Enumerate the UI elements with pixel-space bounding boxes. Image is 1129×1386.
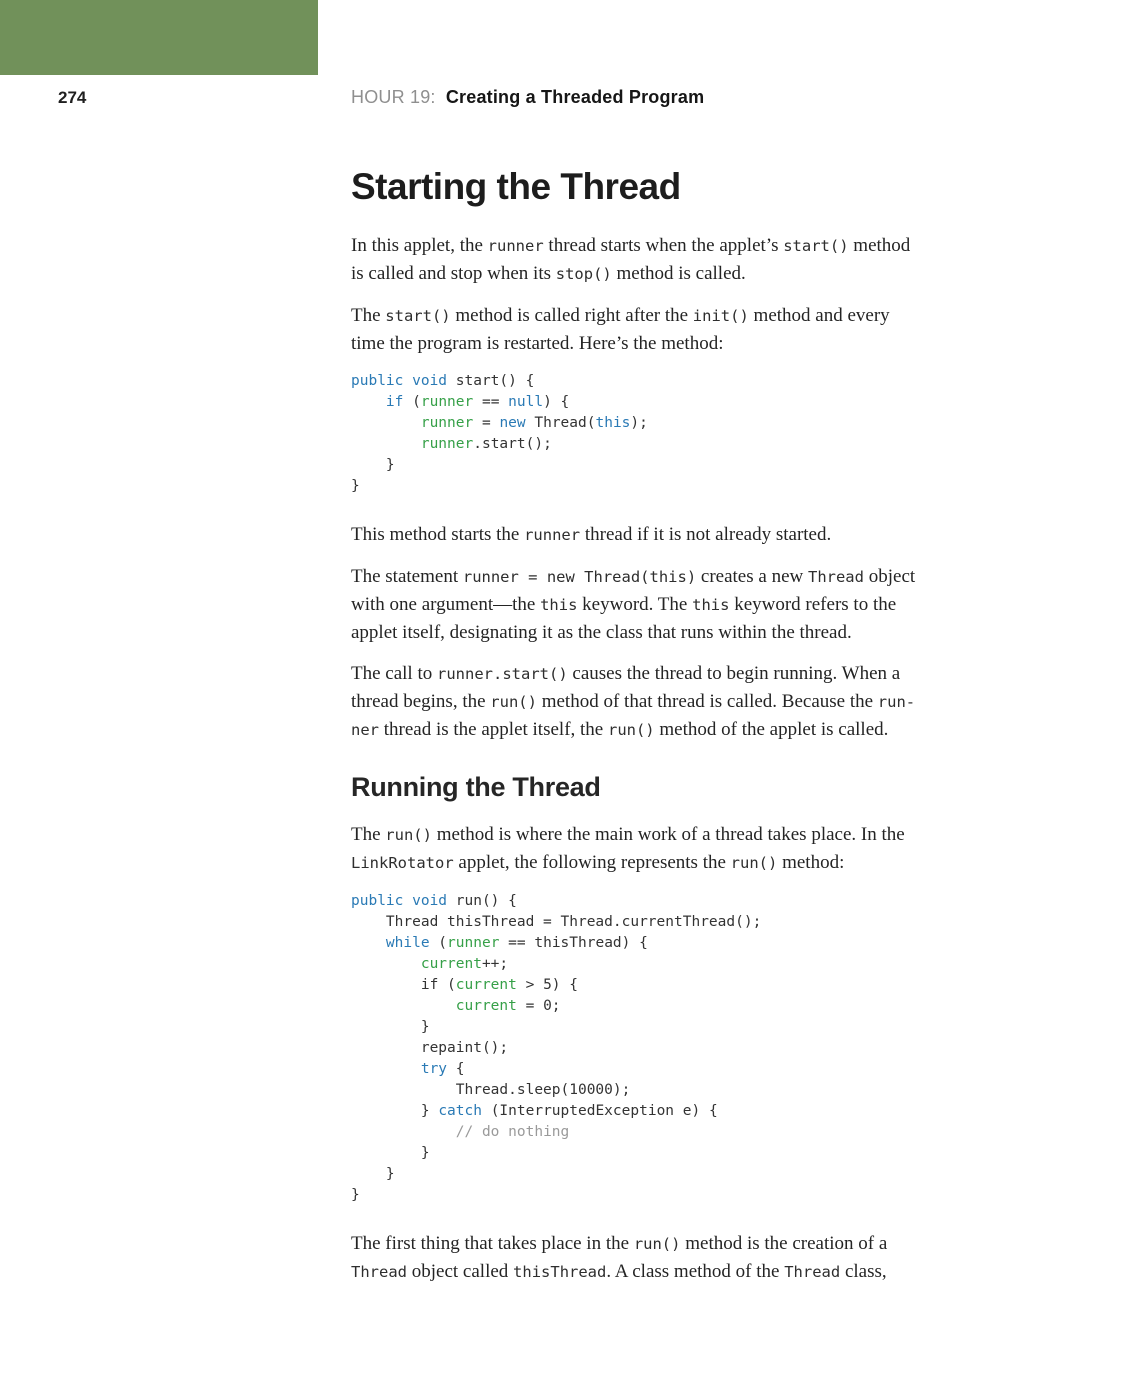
code-token: new (499, 415, 526, 431)
code-token: } (351, 1019, 430, 1035)
code-token: } (351, 478, 360, 494)
paragraph (351, 302, 1011, 357)
body-text: applet itself, designating it as the class that runs within the thread. (351, 622, 852, 643)
paragraph (351, 660, 1011, 744)
body-text: thread is the applet itself, the (379, 719, 608, 740)
body-text: method: (777, 852, 845, 873)
code-token: = 0; (516, 998, 561, 1014)
inline-code: run() (730, 854, 778, 872)
code-token: Thread( (525, 415, 596, 431)
hour-label: HOUR 19: (351, 87, 436, 107)
body-text: object called (407, 1261, 514, 1282)
inline-code: thisThread (513, 1263, 607, 1281)
body-text: thread starts when the applet’s (543, 235, 784, 256)
code-token: (InterruptedException e) { (481, 1103, 718, 1119)
chapter-banner (0, 0, 318, 75)
code-token: start() { (447, 373, 535, 389)
code-token: public void (351, 373, 448, 389)
code-token: null (508, 394, 544, 410)
code-token: } (351, 457, 395, 473)
code-block (351, 371, 1011, 497)
body-text: class, (840, 1261, 887, 1282)
code-token: == (473, 394, 509, 410)
inline-code: LinkRotator (351, 854, 454, 872)
body-text: method (848, 235, 911, 256)
body-text: method is called right after the (450, 305, 693, 326)
inline-code: runner (524, 526, 581, 544)
code-token: } (351, 1145, 430, 1161)
inline-code: run() (607, 721, 655, 739)
body-text: time the program is restarted. Here’s the method: (351, 333, 724, 354)
body-text: keyword. The (577, 594, 693, 615)
body-text: method is where the main work of a thread takes place. In the (431, 824, 905, 845)
code-token: ++; (481, 956, 509, 972)
code-token: runner (420, 436, 474, 452)
inline-code: this (692, 596, 730, 614)
code-block (351, 891, 1011, 1206)
code-token: public void (351, 893, 448, 909)
paragraph (351, 232, 1011, 288)
code-token: ( (403, 394, 421, 410)
code-token: run() { (447, 893, 517, 909)
body-text: The first thing that takes place in the (351, 1233, 634, 1254)
code-token: current (420, 956, 482, 972)
paragraph (351, 1230, 1011, 1286)
inline-code: init() (692, 307, 749, 325)
code-token: // do nothing (455, 1124, 570, 1140)
code-token (351, 935, 386, 951)
page-number: 274 (58, 88, 87, 107)
code-token: this (595, 415, 631, 431)
body-text: with one argument—the (351, 594, 541, 615)
body-text: The call to (351, 663, 437, 684)
paragraph (351, 563, 1011, 646)
code-token (351, 394, 386, 410)
inline-code: stop() (555, 265, 612, 283)
inline-code: run() (633, 1235, 681, 1253)
code-token: current (455, 977, 517, 993)
code-token: { (447, 1061, 465, 1077)
code-token: catch (438, 1103, 482, 1119)
body-text: applet, the following represents the (453, 852, 731, 873)
body-text: method of that thread is called. Because the (536, 691, 878, 712)
code-token: runner (420, 415, 474, 431)
code-token (351, 1061, 421, 1077)
code-token: if (385, 394, 404, 410)
body-text: The (351, 824, 386, 845)
body-text: . A class method of the (606, 1261, 785, 1282)
body-text: keyword refers to the (729, 594, 897, 615)
inline-code: runner.start() (437, 665, 568, 683)
body-text: This method starts the (351, 524, 525, 545)
inline-code: this (540, 596, 578, 614)
code-token: runner (447, 935, 500, 951)
section-heading: Starting the Thread (351, 166, 681, 207)
code-token: if ( (351, 977, 456, 993)
code-token (351, 1124, 456, 1140)
body-text: method is the creation of a (680, 1233, 888, 1254)
body-text: is called and stop when its (351, 263, 556, 284)
code-token: while (385, 935, 430, 951)
inline-code: start() (385, 307, 451, 325)
code-token: } (351, 1103, 439, 1119)
code-token (351, 998, 456, 1014)
code-token: Thread.sleep(10000); (351, 1082, 631, 1098)
body-text: The (351, 305, 386, 326)
inline-code: ner (351, 721, 379, 739)
code-token: Thread thisThread = Thread.currentThread(); (351, 914, 762, 930)
running-head (351, 87, 704, 108)
body-text: creates a new (696, 566, 808, 587)
code-token: == thisThread) { (499, 935, 648, 951)
body-text: thread begins, the (351, 691, 491, 712)
code-token (351, 415, 421, 431)
body-text: In this applet, the (351, 235, 488, 256)
subsection-heading: Running the Thread (351, 772, 601, 802)
inline-code: start() (783, 237, 849, 255)
body-text: causes the thread to begin running. When a (567, 663, 901, 684)
code-token: } (351, 1166, 395, 1182)
code-token (351, 956, 421, 972)
code-token: ( (429, 935, 448, 951)
inline-code: runner = new Thread(this) (462, 568, 697, 586)
code-token: current (455, 998, 517, 1014)
code-token: try (420, 1061, 448, 1077)
inline-code: Thread (807, 568, 864, 586)
body-text: method of the applet is called. (654, 719, 889, 740)
inline-code: runner (487, 237, 544, 255)
code-token: runner (420, 394, 474, 410)
code-token: repaint(); (351, 1040, 509, 1056)
paragraph (351, 521, 1011, 549)
inline-code: run- (877, 693, 916, 711)
code-token: } (351, 1187, 360, 1203)
paragraph (351, 821, 1011, 877)
body-text: The statement (351, 566, 463, 587)
body-text: object (863, 566, 916, 587)
body-text: thread if it is not already started. (580, 524, 832, 545)
code-token: = (473, 415, 500, 431)
inline-code: run() (385, 826, 432, 844)
code-token: > 5) { (516, 977, 578, 993)
code-token (351, 436, 421, 452)
body-text: method is called. (611, 263, 746, 284)
code-token: .start(); (473, 436, 552, 452)
inline-code: Thread (784, 1263, 841, 1281)
body-text: method and every (748, 305, 890, 326)
inline-code: run() (490, 693, 537, 711)
chapter-title: Creating a Threaded Program (445, 87, 705, 107)
page-content (351, 166, 1011, 1300)
code-token: ) { (543, 394, 570, 410)
inline-code: Thread (351, 1263, 407, 1281)
code-token: ); (630, 415, 648, 431)
